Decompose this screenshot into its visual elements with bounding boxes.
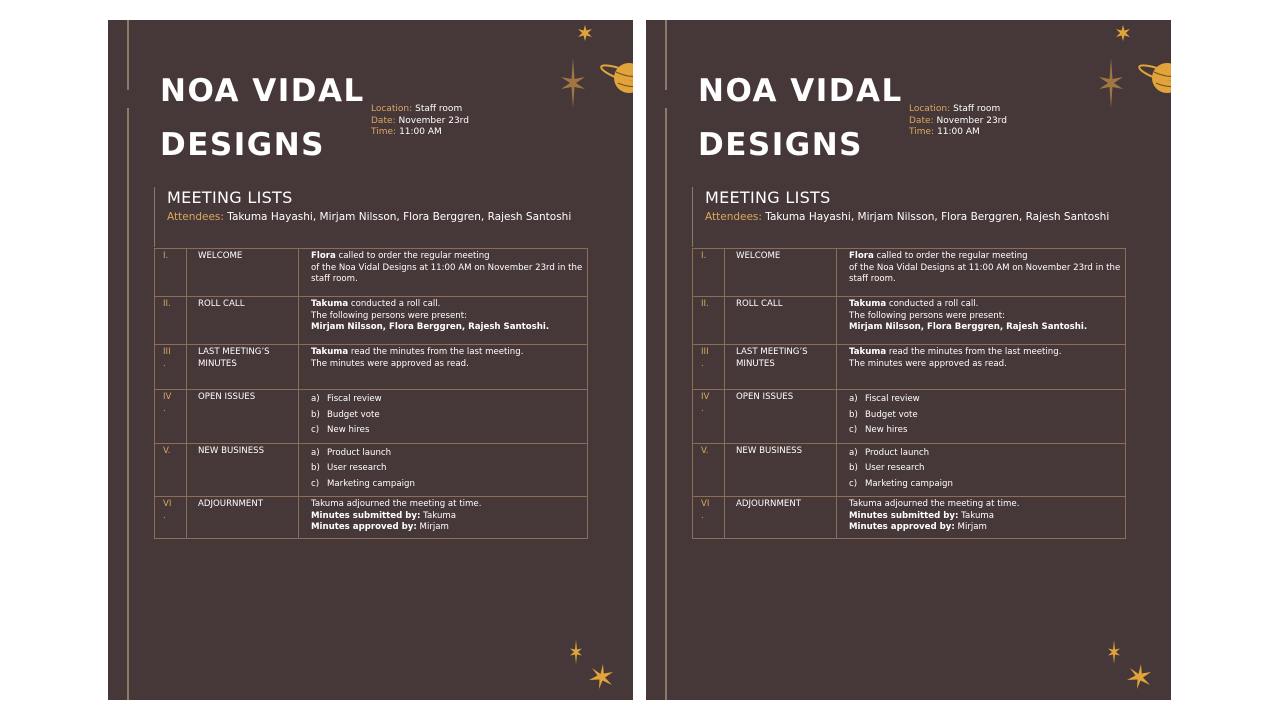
list-marker: b): [849, 409, 858, 420]
table-row: [693, 443, 1126, 497]
description-text: Takuma adjourned the meeting at time.: [849, 499, 1020, 509]
list-item: [311, 446, 583, 462]
row-number: II.: [155, 297, 187, 345]
small-star-icon: [576, 24, 594, 42]
topic-part: LAST MEETING’S: [198, 347, 270, 357]
location-label: Location:: [371, 104, 413, 114]
speaker-name: Takuma: [311, 299, 349, 309]
list-text: Budget vote: [865, 409, 918, 420]
submitted-label: Minutes submitted by:: [311, 510, 421, 521]
speaker-name: Takuma: [311, 347, 349, 357]
table-row: [155, 249, 588, 297]
row-description: [837, 345, 1126, 390]
saturn-planet-icon: [1137, 60, 1171, 96]
left-rule: [127, 20, 129, 700]
list-item: [311, 477, 583, 493]
list-marker: c): [849, 425, 858, 435]
topic-part: MINUTES: [198, 358, 237, 369]
list-item: [849, 446, 1121, 462]
list-text: User research: [865, 463, 925, 473]
list-text: Product launch: [327, 447, 392, 458]
approved-label: Minutes approved by:: [311, 522, 417, 532]
description-text: staff room.: [849, 274, 896, 284]
description-text: conducted a roll call.: [886, 299, 979, 309]
number-part: IV: [701, 392, 710, 402]
row-description: [299, 297, 588, 345]
description-text: The minutes were approved as read.: [849, 358, 1007, 369]
row-topic: ADJOURNMENT: [725, 497, 837, 539]
attendees-label: Attendees:: [705, 210, 762, 223]
description-text: The following persons were present:: [849, 310, 1005, 321]
list-text: Product launch: [865, 447, 930, 458]
approved-value: Mirjam: [954, 522, 987, 532]
list-marker: b): [311, 463, 320, 473]
location-value: Staff room: [953, 104, 1001, 114]
meeting-section: [154, 187, 571, 247]
row-topic: NEW BUSINESS: [187, 443, 299, 497]
row-topic: ROLL CALL: [725, 297, 837, 345]
table-row: [155, 297, 588, 345]
list-text: Fiscal review: [327, 394, 382, 404]
left-rule: [665, 20, 667, 700]
submitted-value: Takuma: [958, 510, 995, 521]
speaker-name: Flora: [311, 251, 336, 261]
date-value: November 23rd: [398, 115, 469, 126]
row-number: I.: [155, 249, 187, 297]
list-item: [311, 408, 583, 424]
section-heading: MEETING LISTS: [167, 187, 293, 207]
list-text: Fiscal review: [865, 394, 920, 404]
row-number: V.: [155, 443, 187, 497]
row-description: [299, 390, 588, 444]
time-value: 11:00 AM: [937, 127, 980, 137]
document-page-1: [108, 20, 633, 700]
row-description: [299, 249, 588, 297]
location-value: Staff room: [415, 104, 463, 114]
number-part: .: [701, 510, 704, 521]
row-topic: OPEN ISSUES: [187, 390, 299, 444]
list-marker: a): [311, 394, 320, 404]
speaker-name: Takuma: [849, 299, 887, 309]
submitted-label: Minutes submitted by:: [849, 510, 959, 521]
row-number: II.: [693, 297, 725, 345]
list-marker: a): [849, 447, 858, 458]
row-number: [693, 497, 725, 539]
issue-list: [849, 392, 1121, 439]
row-number: V.: [693, 443, 725, 497]
list-text: Budget vote: [327, 409, 380, 420]
saturn-planet-icon: [599, 60, 633, 96]
number-part: III: [163, 347, 171, 357]
description-text: The minutes were approved as read.: [311, 358, 469, 369]
description-text: Takuma adjourned the meeting at time.: [311, 499, 482, 509]
list-marker: b): [311, 409, 320, 420]
attendees-value: Takuma Hayashi, Mirjam Nilsson, Flora Berggren, Rajesh Santoshi: [227, 210, 572, 223]
location-label: Location:: [909, 104, 951, 114]
attendees-value: Takuma Hayashi, Mirjam Nilsson, Flora Berggren, Rajesh Santoshi: [765, 210, 1110, 223]
topic-part: MINUTES: [736, 358, 775, 369]
table-row: [693, 297, 1126, 345]
list-item: [849, 392, 1121, 408]
list-marker: a): [311, 447, 320, 458]
row-topic: WELCOME: [187, 249, 299, 297]
row-topic: WELCOME: [725, 249, 837, 297]
list-marker: c): [311, 425, 320, 435]
list-item: [849, 461, 1121, 477]
time-value: 11:00 AM: [399, 127, 442, 137]
row-description: [837, 297, 1126, 345]
bottom-sparkle-icon: [1106, 640, 1122, 664]
description-text: staff room.: [311, 274, 358, 284]
large-sparkle-icon: [1096, 58, 1126, 108]
list-text: Marketing campaign: [327, 478, 415, 489]
moon-icon: [123, 92, 133, 104]
agenda-table: [154, 248, 588, 539]
large-sparkle-icon: [558, 58, 588, 108]
row-topic: [725, 345, 837, 390]
list-item: [849, 423, 1121, 439]
section-heading: MEETING LISTS: [705, 187, 831, 207]
row-topic: OPEN ISSUES: [725, 390, 837, 444]
list-item: [311, 461, 583, 477]
row-number: [693, 345, 725, 390]
number-part: .: [701, 358, 704, 369]
description-text: The following persons were present:: [311, 310, 467, 321]
row-description: [837, 390, 1126, 444]
company-title: [160, 64, 365, 172]
table-row: [155, 443, 588, 497]
time-label: Time:: [909, 127, 935, 137]
row-description: [837, 249, 1126, 297]
table-row: [693, 497, 1126, 539]
approved-value: Mirjam: [416, 522, 449, 532]
list-marker: c): [849, 478, 858, 489]
business-list: [311, 446, 583, 493]
number-part: IV: [163, 392, 172, 402]
table-row: [155, 497, 588, 539]
description-text: of the Noa Vidal Designs at 11:00 AM on November 23rd in the: [849, 262, 1121, 273]
submitted-value: Takuma: [420, 510, 457, 521]
bottom-star-icon: [588, 664, 614, 690]
speaker-name: Takuma: [849, 347, 887, 357]
list-item: [311, 423, 583, 439]
table-row: [693, 249, 1126, 297]
list-item: [849, 477, 1121, 493]
date-label: Date:: [909, 115, 934, 126]
list-text: Marketing campaign: [865, 478, 953, 489]
list-text: New hires: [327, 425, 370, 435]
bottom-star-icon: [1126, 664, 1152, 690]
attendees-line: [167, 209, 571, 225]
attendees-label: Attendees:: [167, 210, 224, 223]
list-text: New hires: [865, 425, 908, 435]
number-part: III: [701, 347, 709, 357]
speaker-name: Flora: [849, 251, 874, 261]
row-description: [837, 497, 1126, 539]
row-topic: ADJOURNMENT: [187, 497, 299, 539]
table-row: [693, 390, 1126, 444]
row-description: [299, 497, 588, 539]
time-label: Time:: [371, 127, 397, 137]
row-number: [155, 390, 187, 444]
description-text: called to order the regular meeting: [335, 251, 490, 261]
number-part: VI: [163, 499, 172, 509]
description-text: read the minutes from the last meeting.: [348, 347, 524, 357]
meeting-section: [692, 187, 1109, 247]
table-row: [155, 345, 588, 390]
document-page-2: [646, 20, 1171, 700]
row-topic: [187, 345, 299, 390]
description-text: called to order the regular meeting: [873, 251, 1028, 261]
title-line-1: NOA VIDAL: [160, 73, 365, 109]
description-text: of the Noa Vidal Designs at 11:00 AM on November 23rd in the: [311, 262, 583, 273]
row-number: [693, 390, 725, 444]
row-number: [155, 497, 187, 539]
row-topic: NEW BUSINESS: [725, 443, 837, 497]
number-part: .: [163, 358, 166, 369]
row-description: [837, 443, 1126, 497]
list-marker: a): [849, 394, 858, 404]
moon-icon: [661, 92, 671, 104]
title-line-2: DESIGNS: [698, 127, 863, 163]
business-list: [849, 446, 1121, 493]
date-label: Date:: [371, 115, 396, 126]
list-text: User research: [327, 463, 387, 473]
title-line-2: DESIGNS: [160, 127, 325, 163]
row-description: [299, 345, 588, 390]
row-number: [155, 345, 187, 390]
list-item: [311, 392, 583, 408]
description-text: read the minutes from the last meeting.: [886, 347, 1062, 357]
number-part: .: [163, 403, 166, 414]
row-number: I.: [693, 249, 725, 297]
approved-label: Minutes approved by:: [849, 522, 955, 532]
list-marker: c): [311, 478, 320, 489]
row-description: [299, 443, 588, 497]
table-row: [155, 390, 588, 444]
present-list: Mirjam Nilsson, Flora Berggren, Rajesh Santoshi.: [311, 322, 550, 332]
meeting-meta: [371, 104, 469, 139]
description-text: conducted a roll call.: [348, 299, 441, 309]
list-marker: b): [849, 463, 858, 473]
list-item: [849, 408, 1121, 424]
date-value: November 23rd: [936, 115, 1007, 126]
title-line-1: NOA VIDAL: [698, 73, 903, 109]
agenda-table: [692, 248, 1126, 539]
issue-list: [311, 392, 583, 439]
small-star-icon: [1114, 24, 1132, 42]
row-topic: ROLL CALL: [187, 297, 299, 345]
present-list: Mirjam Nilsson, Flora Berggren, Rajesh Santoshi.: [849, 322, 1088, 332]
topic-part: LAST MEETING’S: [736, 347, 808, 357]
number-part: VI: [701, 499, 710, 509]
company-title: [698, 64, 903, 172]
number-part: .: [163, 510, 166, 521]
meeting-meta: [909, 104, 1007, 139]
table-row: [693, 345, 1126, 390]
number-part: .: [701, 403, 704, 414]
attendees-line: [705, 209, 1109, 225]
bottom-sparkle-icon: [568, 640, 584, 664]
